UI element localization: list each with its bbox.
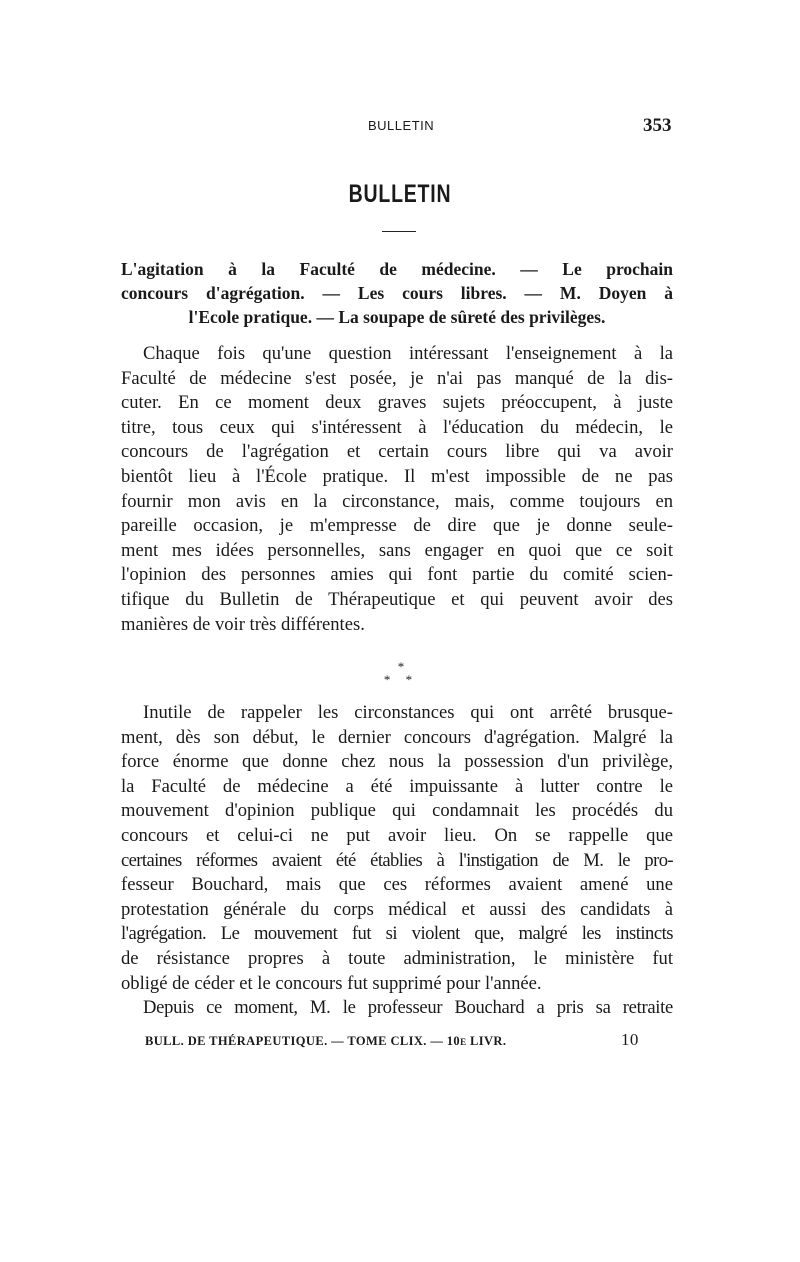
text-line: ment, dès son début, le dernier concours d'agrégation. Malgré la xyxy=(121,726,673,748)
running-head-title: BULLETIN xyxy=(368,118,435,133)
paragraph-2 xyxy=(121,701,673,1021)
headline-line: L'agitation à la Faculté de médecine. — Le prochain xyxy=(121,259,673,279)
text-line: certaines réformes avaient été établies à l'instigation de M. le pro- xyxy=(121,849,673,871)
text-line: protestation générale du corps médical et aussi des candidats à xyxy=(121,898,673,920)
text-line: Chaque fois qu'une question intéressant l'enseignement à la xyxy=(143,343,673,364)
footer-signature: BULL. DE THÉRAPEUTIQUE. — TOME CLIX. — 10e LIVR. xyxy=(145,1034,507,1048)
page-footer xyxy=(121,1030,673,1050)
headline-line: l'Ecole pratique. — La soupape de sûreté des privilèges. xyxy=(188,307,606,327)
section-asterism xyxy=(376,660,426,692)
text-line: fesseur Bouchard, mais que ces réformes avaient amené une xyxy=(121,874,673,896)
text-line: tifique du Bulletin de Thérapeutique et qui peuvent avoir des xyxy=(121,588,673,610)
paragraph-1 xyxy=(121,342,673,637)
text-line: Faculté de médecine s'est posée, je n'ai pas manqué de la dis- xyxy=(121,367,673,389)
article-title: BULLETIN xyxy=(348,180,452,208)
text-line: la Faculté de médecine a été impuissante à lutter contre le xyxy=(121,775,673,797)
text-line: l'agrégation. Le mouvement fut si violent que, malgré les instincts xyxy=(121,923,673,945)
text-line: Depuis ce moment, M. le professeur Bouchard a pris sa retraite xyxy=(143,997,673,1019)
running-head xyxy=(0,115,800,138)
text-line: pareille occasion, je m'empresse de dire que je donne seule- xyxy=(121,515,673,537)
text-line: ment mes idées personnelles, sans engager en quoi que ce soit xyxy=(121,539,673,561)
text-line: concours de l'agrégation et certain cours libre qui va avoir xyxy=(121,441,673,463)
page-number: 353 xyxy=(643,115,672,136)
text-line: concours et celui-ci ne put avoir lieu. On se rappelle que xyxy=(121,824,673,846)
text-line: bientôt lieu à l'École pratique. Il m'est impossible de ne pas xyxy=(121,465,673,487)
text-line: Inutile de rappeler les circonstances qui ont arrêté brusque- xyxy=(143,702,673,723)
article-headline xyxy=(121,257,673,329)
text-line: obligé de céder et le concours fut supprimé pour l'année. xyxy=(121,972,542,994)
text-line: de résistance propres à toute administration, le ministère fut xyxy=(121,947,673,969)
text-line: cuter. En ce moment deux graves sujets préoccupent, à juste xyxy=(121,392,673,414)
title-rule xyxy=(382,231,416,232)
text-line: l'opinion des personnes amies qui font partie du comité scien- xyxy=(121,564,673,586)
text-line: titre, tous ceux qui s'intéressent à l'éducation du médecin, le xyxy=(121,416,673,438)
footer-sheet-number: 10 xyxy=(621,1030,639,1049)
text-line: manières de voir très différentes. xyxy=(121,613,365,635)
headline-line: concours d'agrégation. — Les cours libres. — M. Doyen à xyxy=(121,283,673,303)
text-line: fournir mon avis en la circonstance, mais, comme toujours en xyxy=(121,490,673,512)
asterism-top: * xyxy=(397,659,405,674)
text-line: mouvement d'opinion publique qui condamnait les procédés du xyxy=(121,800,673,822)
text-line: force énorme que donne chez nous la possession d'un privilège, xyxy=(121,751,673,773)
asterism-bottom: * * xyxy=(383,672,419,687)
